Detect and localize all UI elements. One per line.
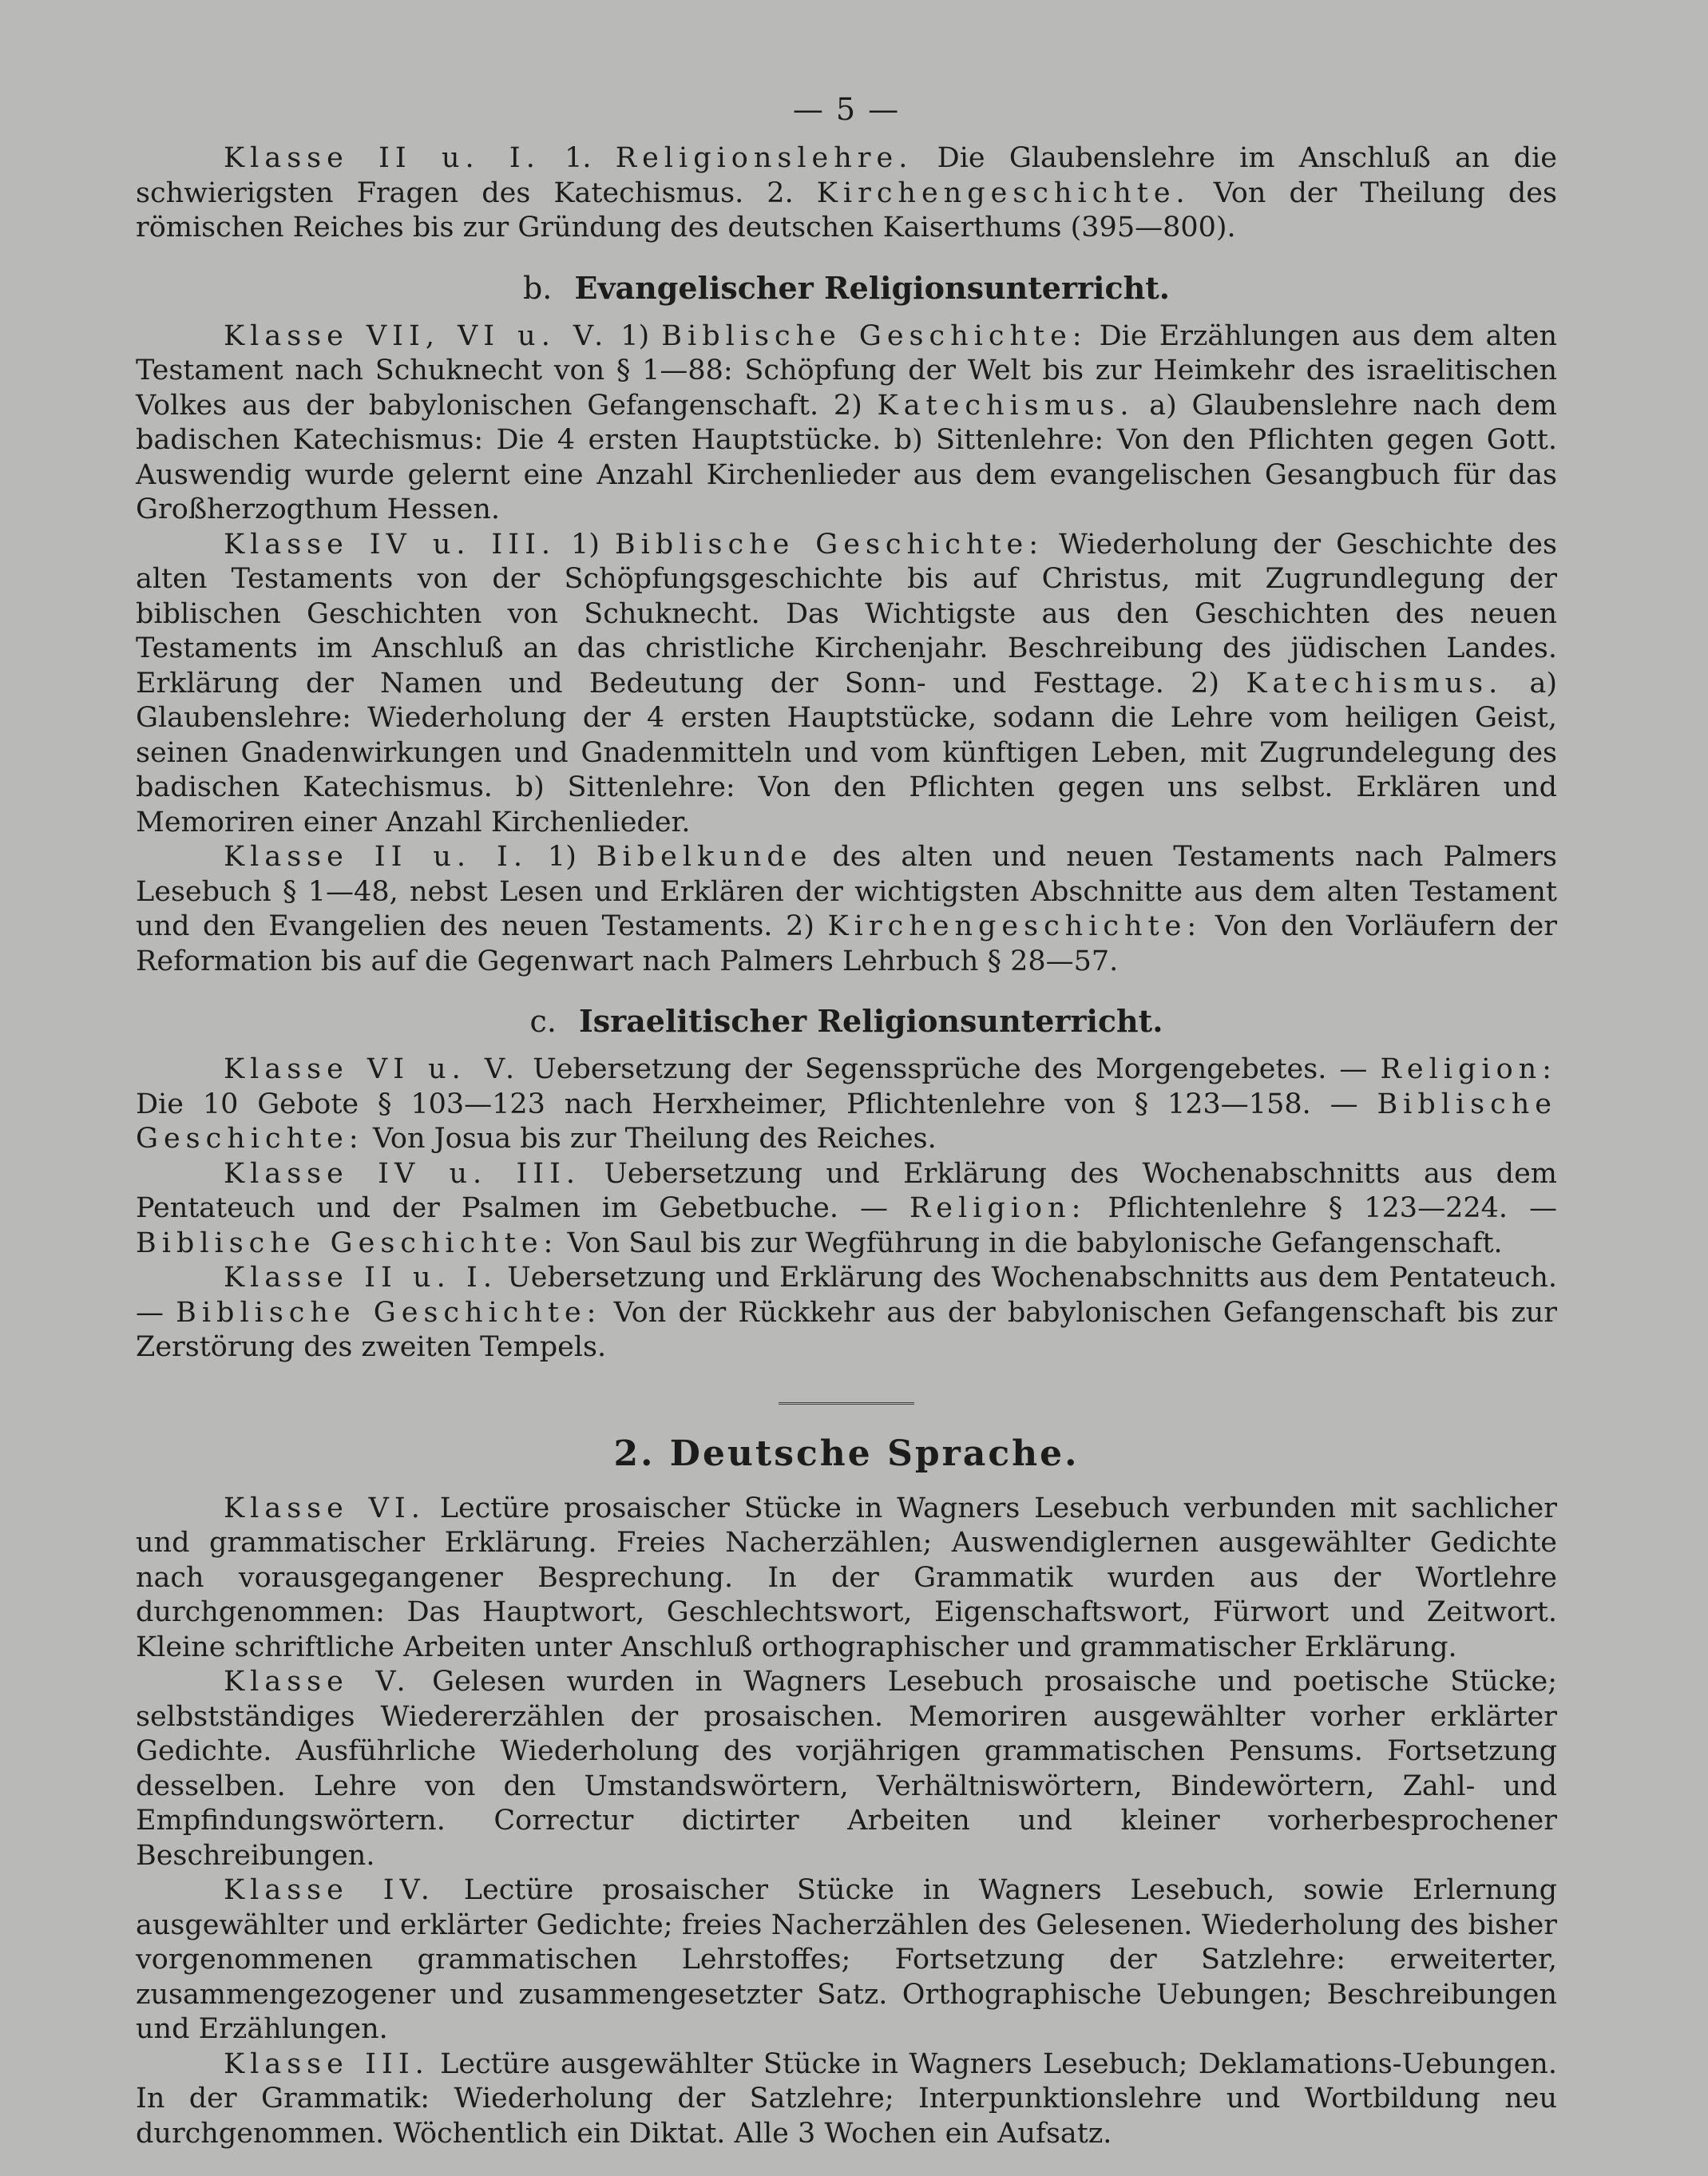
topic-text: Von Josua bis zur Theilung des Reiches.	[372, 1123, 937, 1155]
topic-heading: Biblische Geschichte:	[176, 1296, 602, 1329]
topic-text: Die Glaubenslehre im Anschluß an die schwierigsten Fragen des Katechismus.	[136, 142, 1557, 209]
section-divider	[779, 1402, 914, 1405]
topic-heading: Biblische Geschichte:	[136, 1088, 1557, 1155]
topic-text: Lectüre ausgewählter Stücke in Wagners Lesebuch; Deklamations-Uebungen. In der Grammatik: Wiederholung der Satzlehre; Interpunktionslehre und Wortbildung neu durchgenommen. Wöchentlich ein Diktat. Alle 3 Wochen ein Aufsatz.	[136, 2047, 1557, 2150]
topic-text: des alten und neuen Testaments nach Palmers Lesebuch § 1—48, nebst Lesen und Erklären der wichtigsten Abschnitte aus dem alten Testament und den Evangelien des neuen Testaments.	[136, 841, 1557, 942]
paragraph-klasse	[136, 2047, 1557, 2152]
klasse-label: Klasse V.	[224, 1666, 411, 1698]
subsection-heading-b	[136, 270, 1557, 307]
topic-text: Uebersetzung und Erklärung des Wochenabschnitts aus dem Pentateuch. —	[136, 1262, 1557, 1329]
topic-text: Wiederholung der Geschichte des alten Testaments von der Schöpfungsgeschichte bis auf Christus, mit Zugrundlegung der biblischen Geschichten von Schuknecht. Das Wichtigste aus den Geschichten des neuen Testaments im Anschluß an das christliche Kirchenjahr. Beschreibung des jüdischen Landes. Erklärung der Namen und Bedeutung der Sonn- und Festtage.	[136, 528, 1557, 700]
document-page	[136, 92, 1557, 2150]
topic-text: Von der Theilung des römischen Reiches bis zur Gründung des deutschen Kaiserthums (395—800).	[136, 176, 1557, 244]
section-title: 2. Deutsche Sprache.	[613, 1433, 1080, 1474]
topic-text: Lectüre prosaischer Stücke in Wagners Lesebuch, sowie Erlernung ausgewählter und erklärter Gedichte; freies Nacherzählen des Gelesenen. Wiederholung des bisher vorgenommenen grammatischen Lehrstoffes; Fortsetzung der Satzlehre: erweiterter, zusammengezogener und zusammengesetzter Satz. Orthographische Uebungen; Beschreibungen und Erzählungen.	[136, 1874, 1557, 2045]
paragraph-klasse	[136, 840, 1557, 979]
intro-paragraph	[136, 141, 1557, 246]
paragraph-klasse	[136, 1492, 1557, 1666]
topic-text: Lectüre prosaischer Stücke in Wagners Lesebuch verbunden mit sachlicher und grammatischer Erklärung. Freies Nacherzählen; Auswendiglernen ausgewählter Gedichte nach vorausgegangener Besprechung. In der Grammatik wurden aus der Wortlehre durchgenommen: Das Hauptwort, Geschlechtswort, Eigenschaftswort, Fürwort und Zeitwort. Kleine schriftliche Arbeiten unter Anschluß orthographischer und grammatischer Erklärung.	[136, 1492, 1557, 1663]
topic-text: Die Erzählungen aus dem alten Testament nach Schuknecht von § 1—88: Schöpfung der Welt bis zur Heimkehr des israelitischen Volkes aus der babylonischen Gefangenschaft.	[136, 319, 1557, 422]
topic-text: Uebersetzung und Erklärung des Wochenabschnitts aus dem Pentateuch und der Psalmen im Gebetbuche. —	[136, 1157, 1557, 1224]
klasse-label: Klasse II u. I.	[224, 841, 528, 873]
paragraph-klasse	[136, 1261, 1557, 1365]
page-number: — 5 —	[792, 92, 901, 127]
subsection-letter: c.	[529, 1004, 557, 1039]
subsection-letter: b.	[522, 270, 553, 306]
topic-heading: Religion:	[909, 1192, 1087, 1224]
topic-heading: Katechismus.	[877, 389, 1135, 422]
paragraph-klasse	[136, 1873, 1557, 2047]
topic-text: Die 10 Gebote § 103—123 nach Herxheimer, Pflichtenlehre von § 123—158. —	[136, 1088, 1358, 1120]
topic-text: a) Glaubenslehre: Wiederholung der 4 ersten Hauptstücke, sodann die Lehre vom heiligen Geist, seinen Gnadenwirkungen und Gnadenmitteln und vom künftigen Leben, mit Zugrundelegung des badischen Katechismus. b) Sittenlehre: Von den Pflichten gegen uns selbst. Erklären und Memoriren einer Anzahl Kirchenlieder.	[136, 667, 1557, 838]
topic-text: Von Saul bis zur Wegführung in die babylonische Gefangenschaft.	[567, 1227, 1503, 1259]
topic-heading: Kirchengeschichte.	[816, 176, 1191, 209]
paragraph-klasse	[136, 1052, 1557, 1157]
topic-heading: Biblische Geschichte:	[614, 528, 1044, 561]
topic-text: Von den Vorläufern der Reformation bis auf die Gegenwart nach Palmers Lehrbuch § 28—57.	[136, 910, 1557, 977]
item-number: 1)	[620, 319, 650, 352]
topic-text: a) Glaubenslehre nach dem badischen Katechismus: Die 4 ersten Hauptstücke. b) Sittenlehre: Von den Pflichten gegen Gott. Auswendig wurde gelernt eine Anzahl Kirchenlieder aus dem evangelischen Gesangbuch für das Großherzogthum Hessen.	[136, 389, 1557, 525]
item-number: 2)	[1191, 667, 1220, 700]
item-number: 2)	[833, 389, 862, 422]
topic-heading: Religion:	[1380, 1053, 1557, 1085]
klasse-label: Klasse IV u. III.	[224, 1157, 581, 1190]
klasse-label: Klasse II u. I.	[224, 1262, 497, 1294]
item-number: 1)	[570, 528, 600, 561]
topic-heading: Biblische Geschichte:	[661, 319, 1088, 352]
klasse-label: Klasse IV.	[224, 1874, 435, 1906]
topic-heading: Biblische Geschichte:	[136, 1227, 559, 1259]
klasse-label: Klasse VI.	[224, 1492, 426, 1524]
subsection-title: Evangelischer Religionsunterricht.	[574, 269, 1170, 306]
item-number: 1)	[547, 841, 577, 873]
item-number: 1.	[565, 142, 592, 174]
paragraph-klasse	[136, 1157, 1557, 1262]
klasse-label: Klasse VI u. V.	[224, 1053, 521, 1085]
subsection-heading-c	[136, 1003, 1557, 1040]
topic-heading: Kirchengeschichte:	[827, 910, 1203, 942]
paragraph-klasse	[136, 319, 1557, 528]
topic-text: Pflichtenlehre § 123—224. —	[1108, 1192, 1557, 1224]
topic-text: Uebersetzung der Segenssprüche des Morgengebetes. —	[533, 1053, 1368, 1085]
klasse-label: Klasse VII, VI u. V.	[224, 319, 609, 352]
topic-heading: Bibelkunde	[596, 841, 813, 873]
paragraph-klasse	[136, 1665, 1557, 1873]
item-number: 2.	[767, 176, 794, 209]
topic-heading: Katechismus.	[1246, 667, 1504, 700]
klasse-label: Klasse III.	[224, 2047, 430, 2080]
topic-heading: Religionslehre.	[615, 142, 913, 174]
paragraph-klasse	[136, 528, 1557, 841]
topic-text: Gelesen wurden in Wagners Lesebuch prosaische und poetische Stücke; selbstständiges Wiedererzählen der prosaischen. Memoriren ausgewählter vorher erklärter Gedichte. Ausführliche Wiederholung des vorjährigen grammatischen Pensums. Fortsetzung desselben. Lehre von den Umstandswörtern, Verhältniswörtern, Bindewörtern, Zahl- und Empfindungswörtern. Correctur dictirter Arbeiten und kleiner vorherbesprochener Beschreibungen.	[136, 1666, 1557, 1872]
subsection-title: Israelitischer Religionsunterricht.	[579, 1003, 1163, 1039]
item-number: 2)	[786, 910, 814, 942]
klasse-label: Klasse II u. I.	[224, 142, 541, 174]
topic-text: Von der Rückkehr aus der babylonischen Gefangenschaft bis zur Zerstörung des zweiten Tempels.	[136, 1296, 1557, 1363]
klasse-label: Klasse IV u. III.	[224, 528, 557, 561]
